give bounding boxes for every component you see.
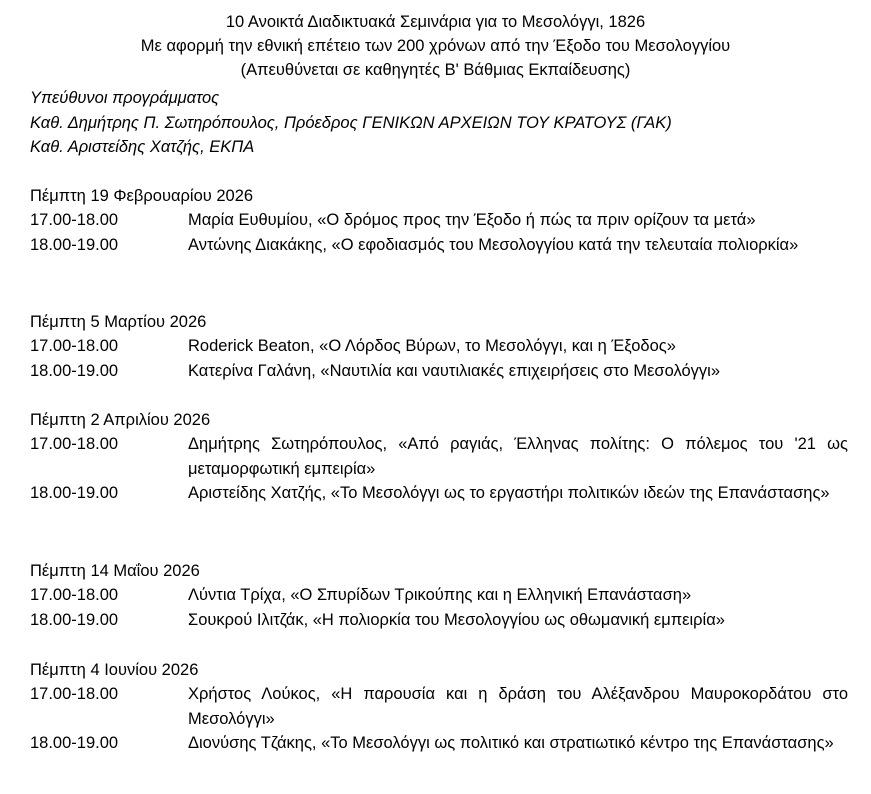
session-date: Πέμπτη 19 Φεβρουαρίου 2026 — [30, 187, 254, 205]
session-1 — [30, 184, 848, 257]
session-date: Πέμπτη 2 Απριλίου 2026 — [30, 411, 211, 429]
talk-description: Λύντια Τρίχα, «Ο Σπυρίδων Τρικούπης και η Ελληνική Επανάσταση» — [188, 586, 692, 605]
session-date: Πέμπτη 14 Μαΐου 2026 — [30, 562, 200, 580]
talk-description: Roderick Beaton, «Ο Λόρδος Βύρων, το Μεσολόγγι, και η Έξοδος» — [188, 337, 676, 356]
talk-time: 17.00-18.00 — [30, 337, 119, 356]
organizer-2: Καθ. Αριστείδης Χατζής, ΕΚΠΑ — [30, 138, 255, 156]
audience-note: (Απευθύνεται σε καθηγητές Β' Βάθμιας Εκπαίδευσης) — [240, 61, 631, 79]
session-2 — [30, 310, 848, 383]
session-4 — [30, 559, 848, 632]
talk-description: Αντώνης Διακάκης, «Ο εφοδιασμός του Μεσολογγίου κατά την τελευταία πολιορκία» — [188, 235, 799, 254]
talk-description: Μαρία Ευθυμίου, «Ο δρόμος προς την Έξοδο ή πώς τα πριν ορίζουν τα μετά» — [188, 211, 756, 230]
talk-description: Κατερίνα Γαλάνη, «Ναυτιλία και ναυτιλιακές επιχειρήσεις στο Μεσολόγγι» — [188, 361, 720, 380]
talk-time: 18.00-19.00 — [30, 733, 119, 752]
talk-time: 18.00-19.00 — [30, 235, 119, 254]
talk-description: Σουκρού Ιλιτζάκ, «Η πολιορκία του Μεσολογγίου ως οθωμανική εμπειρία» — [188, 610, 725, 629]
organizers-heading: Υπεύθυνοι προγράμματος — [30, 89, 220, 107]
talk-time: 18.00-19.00 — [30, 361, 119, 380]
talk-row — [30, 359, 848, 383]
session-date: Πέμπτη 5 Μαρτίου 2026 — [30, 313, 207, 331]
talk-description: Αριστείδης Χατζής, «Το Μεσολόγγι ως το εργαστήρι πολιτικών ιδεών της Επανάστασης» — [188, 483, 830, 502]
session-date: Πέμπτη 4 Ιουνίου 2026 — [30, 661, 199, 679]
talk-row — [30, 608, 848, 632]
talk-time: 18.00-19.00 — [30, 483, 119, 502]
document-subtitle: Με αφορμή την εθνική επέτειο των 200 χρόνων από την Έξοδο του Μεσολογγίου — [140, 37, 731, 55]
talk-row — [30, 233, 848, 257]
session-5 — [30, 658, 848, 755]
program-organizers — [30, 86, 672, 160]
talk-description: Δημήτρης Σωτηρόπουλος, «Από ραγιάς, Έλληνας πολίτης: Ο πόλεμος του '21 ως μεταμορφωτική εμπειρία» — [188, 435, 848, 478]
talk-row — [30, 334, 848, 358]
organizer-1: Καθ. Δημήτρης Π. Σωτηρόπουλος, Πρόεδρος ΓΕΝΙΚΩΝ ΑΡΧΕΙΩΝ ΤΟΥ ΚΡΑΤΟΥΣ (ΓΑΚ) — [30, 113, 672, 132]
session-3 — [30, 408, 848, 505]
talk-row — [30, 432, 848, 481]
talk-row — [30, 208, 848, 232]
talk-time: 17.00-18.00 — [30, 685, 119, 704]
document-title: 10 Ανοικτά Διαδικτυακά Σεμινάρια για το Μεσολόγγι, 1826 — [225, 13, 646, 31]
talk-row — [30, 583, 848, 607]
talk-description: Χρήστος Λούκος, «Η παρουσία και η δράση του Αλέξανδρου Μαυροκορδάτου στο Μεσολόγγι» — [188, 685, 848, 728]
talk-time: 17.00-18.00 — [30, 586, 119, 605]
document-header — [0, 10, 871, 82]
talk-row — [30, 481, 848, 505]
talk-description: Διονύσης Τζάκης, «Το Μεσολόγγι ως πολιτικό και στρατιωτικό κέντρο της Επανάστασης» — [188, 733, 834, 752]
talk-row — [30, 731, 848, 755]
talk-time: 17.00-18.00 — [30, 211, 119, 230]
talk-row — [30, 682, 848, 731]
talk-time: 18.00-19.00 — [30, 610, 119, 629]
talk-time: 17.00-18.00 — [30, 435, 119, 454]
